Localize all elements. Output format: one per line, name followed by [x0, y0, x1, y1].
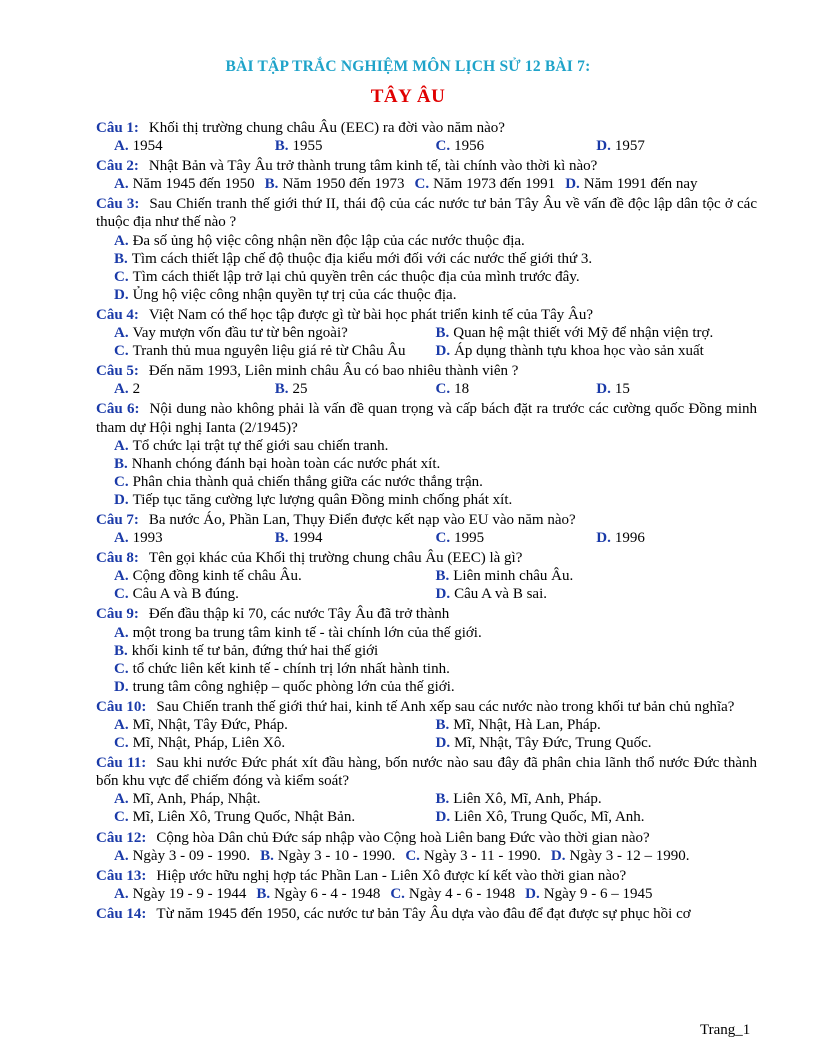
question-label: Câu 13:: [96, 867, 147, 884]
answer-option: [565, 175, 697, 193]
option-letter: C.: [114, 343, 129, 360]
answer-option: [436, 585, 758, 603]
option-text: một trong ba trung tâm kinh tế - tài chính lớn của thế giới.: [132, 624, 482, 641]
question-label: Câu 1:: [96, 120, 139, 136]
answer-option: [114, 232, 757, 250]
option-text: Ngày 4 - 6 - 1948: [408, 885, 516, 902]
option-text: Ngày 3 - 11 - 1990.: [423, 847, 541, 864]
question-stem: [96, 511, 757, 529]
question-text: Đến đầu thập kỉ 70, các nước Tây Âu đã trở thành: [148, 606, 450, 623]
answer-option: [275, 529, 436, 547]
question-item: [96, 867, 757, 903]
option-text: Tiếp tục tăng cường lực lượng quân Đồng minh chống phát xít.: [132, 491, 513, 508]
option-letter: B.: [114, 455, 128, 472]
question-item: [96, 362, 757, 398]
question-stem: [96, 605, 757, 623]
option-text: Mĩ, Nhật, Pháp, Liên Xô.: [132, 735, 286, 752]
option-text: 1956: [454, 138, 485, 155]
answer-option: [114, 342, 436, 360]
option-letter: D.: [596, 138, 611, 155]
answer-option: [114, 324, 436, 342]
option-text: Ủng hộ việc công nhận quyền tự trị của các thuộc địa.: [132, 286, 457, 303]
option-text: Ngày 3 - 10 - 1990.: [277, 847, 396, 864]
option-letter: C.: [435, 381, 451, 398]
option-text: 18: [454, 381, 470, 398]
question-text: Ba nước Áo, Phần Lan, Thụy Điển được kết nạp vào EU vào năm nào?: [148, 511, 576, 528]
answer-option: [114, 529, 275, 547]
question-text: Nội dung nào không phải là vấn đề quan trọng và cấp bách đặt ra trước các cường quốc Đồng minh tham dự Hội nghị Ianta (2/1945)?: [96, 401, 757, 436]
option-text: 25: [292, 381, 308, 398]
option-letter: B.: [256, 885, 271, 902]
option-letter: D.: [550, 847, 566, 864]
option-text: 1995: [454, 530, 485, 547]
option-text: 1993: [132, 530, 163, 547]
option-letter: C.: [390, 885, 405, 902]
options-row: [96, 380, 757, 398]
option-letter: A.: [114, 232, 129, 249]
answer-option: [114, 473, 757, 491]
answer-option: [114, 455, 757, 473]
option-letter: A.: [114, 325, 129, 342]
option-letter: C.: [114, 809, 129, 826]
answer-option: [114, 624, 757, 642]
question-item: [96, 829, 757, 865]
answer-option: [436, 342, 758, 360]
option-letter: B.: [435, 568, 450, 585]
option-letter: C.: [435, 138, 451, 155]
question-stem: [96, 119, 757, 137]
option-text: tổ chức liên kết kinh tế - chính trị lớn nhất hành tinh.: [132, 660, 450, 677]
options-row: [96, 175, 757, 193]
answer-option: [256, 885, 380, 903]
option-text: Ngày 3 - 09 - 1990.: [132, 847, 251, 864]
answer-option: [596, 529, 757, 547]
option-text: Ngày 9 - 6 – 1945: [543, 885, 653, 902]
option-text: Năm 1991 đến nay: [583, 176, 698, 193]
question-text: Sau khi nước Đức phát xít đầu hàng, bốn nước nào sau đây đã phân chia lãnh thổ nước Đức thành bốn khu vực để chiếm đóng và kiểm soát?: [96, 755, 757, 790]
answer-option: [596, 137, 757, 155]
options-row: [96, 585, 757, 603]
answer-option: [114, 380, 275, 398]
question-stem: [96, 400, 757, 436]
option-letter: D.: [114, 678, 129, 695]
answer-option: [114, 250, 757, 268]
option-letter: B.: [435, 325, 450, 342]
question-text: Khối thị trường chung châu Âu (EEC) ra đời vào năm nào?: [148, 120, 505, 136]
answer-option: [114, 286, 757, 304]
options-row: [96, 790, 757, 808]
answer-option: [596, 380, 757, 398]
question-stem: [96, 754, 757, 790]
question-text: Đến năm 1993, Liên minh châu Âu có bao nhiêu thành viên ?: [148, 363, 519, 380]
option-letter: C.: [114, 586, 129, 603]
question-item: [96, 905, 757, 923]
option-letter: A.: [114, 437, 129, 454]
option-letter: B.: [264, 176, 279, 193]
question-item: [96, 157, 757, 193]
option-letter: B.: [435, 791, 450, 808]
answer-option: [436, 324, 758, 342]
question-item: [96, 698, 757, 752]
answer-option: [114, 585, 436, 603]
question-text: Tên gọi khác của Khối thị trường chung châu Âu (EEC) là gì?: [148, 550, 523, 567]
answer-option: [114, 790, 436, 808]
option-letter: D.: [596, 530, 611, 547]
option-letter: D.: [435, 809, 451, 826]
option-text: Câu A và B sai.: [454, 586, 548, 603]
answer-option: [436, 808, 758, 826]
option-text: Năm 1973 đến 1991: [433, 176, 556, 193]
option-letter: A.: [114, 530, 129, 547]
option-letter: D.: [435, 343, 451, 360]
option-letter: A.: [114, 717, 129, 733]
option-text: trung tâm công nghiệp – quốc phòng lớn của thế giới.: [132, 678, 455, 695]
options-row: [96, 137, 757, 155]
answer-option: [551, 847, 690, 865]
option-letter: B.: [114, 250, 128, 267]
option-text: Năm 1950 đến 1973: [282, 176, 405, 193]
option-text: 2: [132, 381, 141, 398]
answer-option: [114, 567, 436, 585]
answer-option: [114, 660, 757, 678]
option-letter: D.: [525, 885, 540, 902]
options-row: [96, 734, 757, 752]
question-text: Hiệp ước hữu nghị hợp tác Phần Lan - Liên Xô được kí kết vào thời gian nào?: [156, 867, 627, 884]
options-stack: [96, 232, 757, 304]
option-text: 1955: [292, 138, 323, 155]
question-label: Câu 2:: [96, 158, 139, 175]
options-row: [96, 885, 757, 903]
document-title: BÀI TẬP TRẮC NGHIỆM MÔN LỊCH SỬ 12 BÀI 7:: [225, 58, 591, 75]
option-letter: B.: [260, 847, 274, 864]
option-text: 15: [614, 381, 630, 398]
option-text: Tìm cách thiết lập chế độ thuộc địa kiểu mới đối với các nước thế giới thứ 3.: [131, 250, 593, 267]
question-text: Từ năm 1945 đến 1950, các nước tư bản Tây Âu dựa vào đâu để đạt được sự phục hồi cơ: [156, 905, 691, 922]
option-text: Liên Xô, Trung Quốc, Mĩ, Anh.: [454, 809, 645, 826]
option-text: Quan hệ mật thiết với Mỹ để nhận viện trợ.: [453, 325, 714, 342]
option-text: Mĩ, Anh, Pháp, Nhật.: [132, 791, 261, 808]
question-item: [96, 605, 757, 695]
option-letter: C.: [114, 660, 129, 677]
option-text: Ngày 6 - 4 - 1948: [274, 885, 381, 902]
question-item: [96, 549, 757, 603]
option-letter: B.: [274, 138, 289, 155]
option-text: Năm 1945 đến 1950: [132, 176, 255, 193]
option-letter: C.: [414, 176, 430, 193]
option-text: Mĩ, Nhật, Tây Đức, Pháp.: [132, 717, 288, 733]
option-letter: A.: [114, 847, 129, 864]
option-letter: C.: [114, 268, 129, 285]
question-stem: [96, 306, 757, 324]
options-row: [96, 567, 757, 585]
options-row: [96, 847, 757, 865]
question-item: [96, 119, 757, 155]
option-letter: A.: [114, 138, 129, 155]
question-text: Cộng hòa Dân chủ Đức sáp nhập vào Cộng hoà Liên bang Đức vào thời gian nào?: [156, 829, 650, 846]
question-text: Việt Nam có thể học tập được gì từ bài học phát triển kinh tế của Tây Âu?: [148, 306, 594, 323]
option-text: Mĩ, Nhật, Tây Đức, Trung Quốc.: [454, 735, 652, 752]
option-text: Liên Xô, Mĩ, Anh, Pháp.: [453, 791, 602, 808]
question-label: Câu 7:: [96, 511, 139, 528]
answer-option: [436, 380, 597, 398]
option-text: 1996: [614, 530, 645, 547]
answer-option: [275, 137, 436, 155]
answer-option: [275, 380, 436, 398]
answer-option: [114, 175, 255, 193]
option-letter: C.: [405, 847, 420, 864]
option-letter: A.: [114, 791, 129, 808]
option-text: Ngày 19 - 9 - 1944: [132, 885, 247, 902]
option-text: khối kinh tế tư bản, đứng thứ hai thế giới: [131, 642, 379, 659]
answer-option: [265, 175, 405, 193]
question-label: Câu 8:: [96, 550, 139, 567]
answer-option: [114, 885, 246, 903]
option-letter: B.: [274, 381, 289, 398]
options-row: [96, 808, 757, 826]
question-item: [96, 400, 757, 509]
answer-option: [415, 175, 556, 193]
question-list: [96, 119, 757, 925]
question-text: Nhật Bản và Tây Âu trở thành trung tâm kinh tế, tài chính vào thời kì nào?: [148, 158, 598, 175]
option-letter: D.: [596, 381, 611, 398]
option-letter: C.: [114, 473, 129, 490]
question-item: [96, 511, 757, 547]
option-letter: B.: [435, 717, 450, 733]
option-letter: A.: [114, 176, 129, 193]
answer-option: [114, 137, 275, 155]
option-letter: D.: [435, 735, 451, 752]
answer-option: [114, 642, 757, 660]
option-text: Mĩ, Liên Xô, Trung Quốc, Nhật Bản.: [132, 809, 356, 826]
options-row: [96, 716, 757, 734]
answer-option: [114, 808, 436, 826]
answer-option: [390, 885, 515, 903]
option-text: Tranh thủ mua nguyên liệu giá rẻ từ Châu Âu: [132, 343, 406, 360]
question-stem: [96, 362, 757, 380]
options-row: [96, 529, 757, 547]
answer-option: [436, 137, 597, 155]
option-text: Câu A và B đúng.: [132, 586, 239, 603]
options-stack: [96, 624, 757, 696]
document-subtitle: TÂY ÂU: [370, 86, 446, 107]
answer-option: [114, 734, 436, 752]
answer-option: [114, 437, 757, 455]
option-text: Tìm cách thiết lập trở lại chủ quyền trên các thuộc địa của mình trước đây.: [132, 268, 580, 285]
option-letter: C.: [435, 530, 451, 547]
question-item: [96, 195, 757, 304]
page-number: Trang_1: [700, 1022, 751, 1038]
option-text: Tổ chức lại trật tự thế giới sau chiến tranh.: [132, 437, 389, 454]
option-letter: A.: [114, 381, 129, 398]
answer-option: [114, 491, 757, 509]
question-stem: [96, 698, 757, 716]
option-text: Áp dụng thành tựu khoa học vào sản xuất: [454, 343, 704, 360]
option-text: Ngày 3 - 12 – 1990.: [569, 847, 690, 864]
option-text: Mĩ, Nhật, Hà Lan, Pháp.: [453, 717, 601, 733]
option-text: Đa số ủng hộ việc công nhận nền độc lập của các nước thuộc địa.: [132, 232, 525, 249]
option-text: 1957: [614, 138, 645, 155]
option-text: Cộng đồng kinh tế châu Âu.: [132, 568, 302, 585]
option-text: Vay mượn vốn đầu tư từ bên ngoài?: [132, 325, 348, 342]
option-letter: D.: [114, 286, 129, 303]
question-label: Câu 9:: [96, 606, 139, 623]
question-label: Câu 14:: [96, 905, 147, 922]
option-letter: B.: [114, 642, 128, 659]
question-stem: [96, 905, 757, 923]
answer-option: [114, 678, 757, 696]
question-stem: [96, 829, 757, 847]
question-label: Câu 3:: [96, 196, 140, 213]
options-row: [96, 324, 757, 342]
option-letter: D.: [435, 586, 451, 603]
options-row: [96, 342, 757, 360]
option-letter: A.: [114, 885, 129, 902]
question-item: [96, 754, 757, 826]
option-letter: C.: [114, 735, 129, 752]
answer-option: [436, 567, 758, 585]
answer-option: [436, 529, 597, 547]
answer-option: [114, 716, 436, 734]
options-stack: [96, 437, 757, 509]
answer-option: [114, 268, 757, 286]
question-text: Sau Chiến tranh thế giới thứ II, thái độ của các nước tư bản Tây Âu về vấn đề độc lập dân tộc ở các thuộc địa như thế nào ?: [96, 196, 757, 231]
answer-option: [436, 790, 758, 808]
option-text: 1994: [292, 530, 323, 547]
question-stem: [96, 867, 757, 885]
question-stem: [96, 157, 757, 175]
answer-option: [525, 885, 652, 903]
option-letter: D.: [114, 491, 129, 508]
question-label: Câu 6:: [96, 401, 140, 418]
option-text: Liên minh châu Âu.: [453, 568, 574, 585]
option-text: Nhanh chóng đánh bại hoàn toàn các nước phát xít.: [131, 455, 441, 472]
option-letter: A.: [114, 568, 129, 585]
question-stem: [96, 549, 757, 567]
option-letter: D.: [565, 176, 580, 193]
question-label: Câu 5:: [96, 363, 139, 380]
answer-option: [436, 734, 758, 752]
question-label: Câu 4:: [96, 306, 139, 323]
question-text: Sau Chiến tranh thế giới thứ hai, kinh tế Anh xếp sau các nước nào trong khối tư bản chủ nghĩa?: [156, 698, 735, 715]
option-letter: B.: [274, 530, 289, 547]
option-text: Phân chia thành quả chiến thắng giữa các nước thắng trận.: [132, 473, 483, 490]
option-text: 1954: [132, 138, 163, 155]
question-item: [96, 306, 757, 360]
answer-option: [436, 716, 758, 734]
option-letter: A.: [114, 624, 129, 641]
answer-option: [405, 847, 541, 865]
question-label: Câu 10:: [96, 698, 147, 715]
question-label: Câu 11:: [96, 755, 147, 772]
question-label: Câu 12:: [96, 829, 147, 846]
question-stem: [96, 195, 757, 231]
answer-option: [260, 847, 395, 865]
answer-option: [114, 847, 250, 865]
